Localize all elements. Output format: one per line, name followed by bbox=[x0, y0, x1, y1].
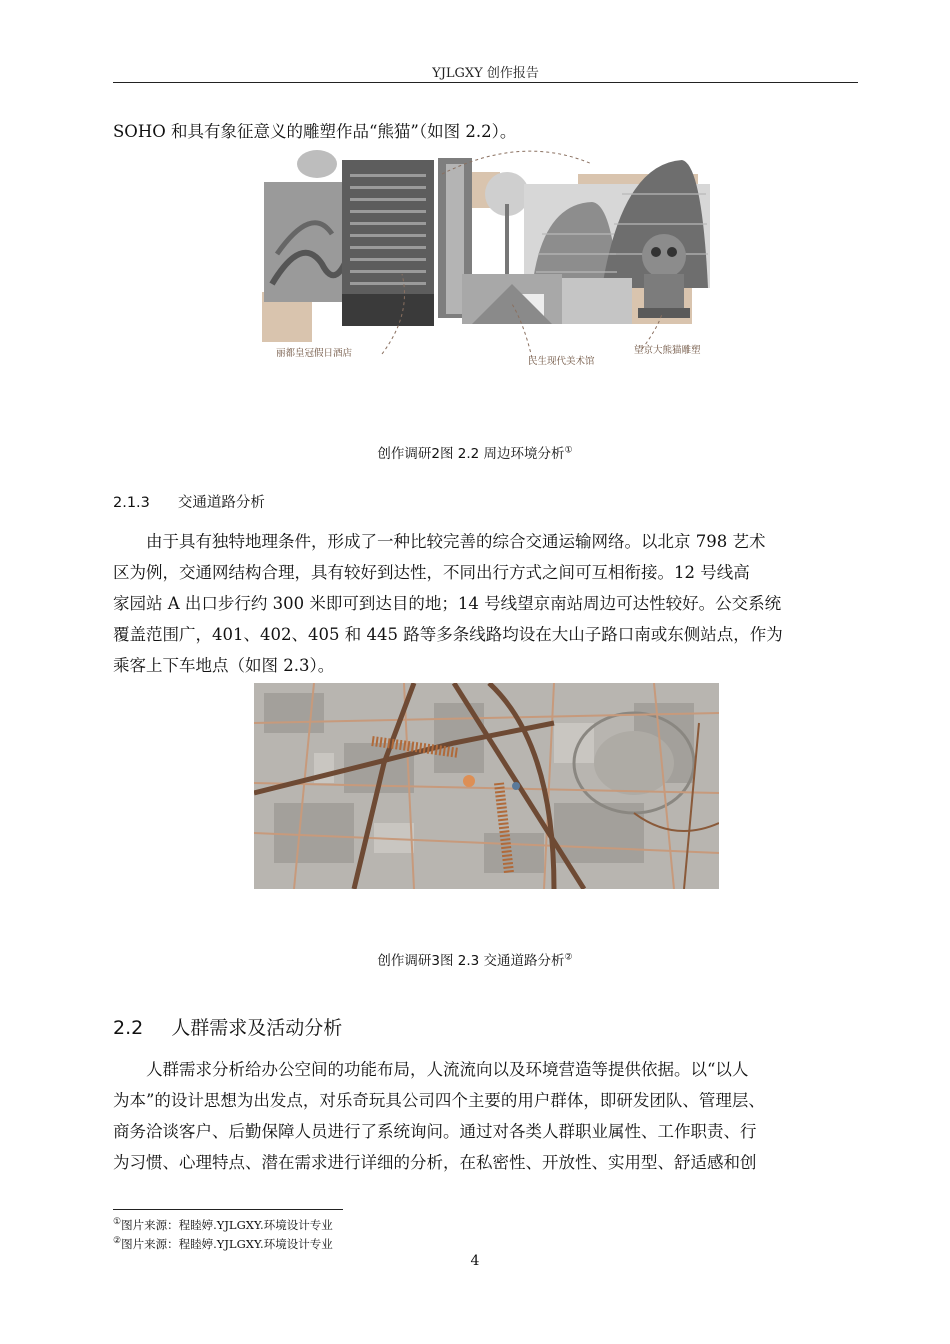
section-2-1-3-heading bbox=[113, 491, 265, 512]
figure-2-3-caption-text: 创作调研3图 2.3 交通道路分析 bbox=[377, 953, 565, 969]
footnote-1 bbox=[113, 1217, 333, 1233]
traffic-paragraph bbox=[113, 526, 863, 681]
paragraph-line: 为本”的设计思想为出发点，对乐奇玩具公司四个主要的用户群体，即研发团队、管理层、 bbox=[113, 1091, 765, 1110]
label-hotel: 丽都皇冠假日酒店 bbox=[276, 348, 353, 359]
crowd-needs-paragraph bbox=[113, 1054, 873, 1178]
section-title: 交通道路分析 bbox=[177, 495, 265, 511]
traffic-map-figure bbox=[254, 683, 719, 889]
footnote-mark: ① bbox=[113, 1217, 122, 1228]
footnote-ref-2[interactable]: ② bbox=[564, 952, 573, 963]
collage-image bbox=[262, 144, 710, 374]
figure-2-2-caption-text: 创作调研2图 2.2 周边环境分析 bbox=[377, 446, 565, 462]
page-number: 4 bbox=[470, 1253, 480, 1269]
header-rule bbox=[113, 82, 858, 83]
paragraph-line: 覆盖范围广，401、402、405 和 445 路等多条线路均设在大山子路口南或东侧站点，作为 bbox=[113, 625, 783, 644]
paragraph-line: 由于具有独特地理条件，形成了一种比较完善的综合交通运输网络。以北京 798 艺术 bbox=[146, 532, 766, 551]
surroundings-collage-figure bbox=[262, 144, 710, 374]
footnote-text: 图片来源：程睦婷.YJLGXY.环境设计专业 bbox=[121, 1218, 333, 1232]
footnote-2 bbox=[113, 1236, 333, 1252]
paragraph-line: 区为例，交通网结构合理，具有较好到达性，不同出行方式之间可互相衔接。12 号线高 bbox=[113, 563, 750, 582]
figure-2-3-caption bbox=[0, 949, 950, 969]
section-number: 2.1.3 bbox=[113, 495, 150, 511]
footnote-mark: ② bbox=[113, 1236, 122, 1247]
footnote-text: 图片来源：程睦婷.YJLGXY.环境设计专业 bbox=[121, 1237, 333, 1251]
label-museum: 民生现代美术馆 bbox=[528, 356, 595, 367]
traffic-map-image bbox=[254, 683, 719, 889]
paragraph-line: 为习惯、心理特点、潜在需求进行详细的分析，在私密性、开放性、实用型、舒适感和创 bbox=[113, 1153, 757, 1172]
section-2-2-heading bbox=[113, 1013, 342, 1040]
section-title: 人群需求及活动分析 bbox=[171, 1017, 343, 1039]
section-number: 2.2 bbox=[113, 1017, 144, 1039]
intro-line: SOHO 和具有象征意义的雕塑作品“熊猫”（如图 2.2）。 bbox=[113, 122, 517, 141]
paragraph-line: 商务洽谈客户、后勤保障人员进行了系统询问。通过对各类人群职业属性、工作职责、行 bbox=[113, 1122, 757, 1141]
footnote-ref-1[interactable]: ① bbox=[564, 445, 573, 456]
label-panda: 望京大熊猫雕塑 bbox=[634, 345, 701, 356]
paragraph-line: 乘客上下车地点（如图 2.3）。 bbox=[113, 656, 335, 675]
paragraph-line: 家园站 A 出口步行约 300 米即可到达目的地；14 号线望京南站周边可达性较好。公交系统 bbox=[113, 594, 782, 613]
footnote-separator bbox=[113, 1209, 343, 1210]
paragraph-line: 人群需求分析给办公空间的功能布局，人流流向以及环境营造等提供依据。以“以人 bbox=[146, 1060, 749, 1079]
figure-2-2-caption bbox=[0, 442, 950, 462]
page-header: YJLGXY 创作报告 bbox=[432, 66, 539, 81]
